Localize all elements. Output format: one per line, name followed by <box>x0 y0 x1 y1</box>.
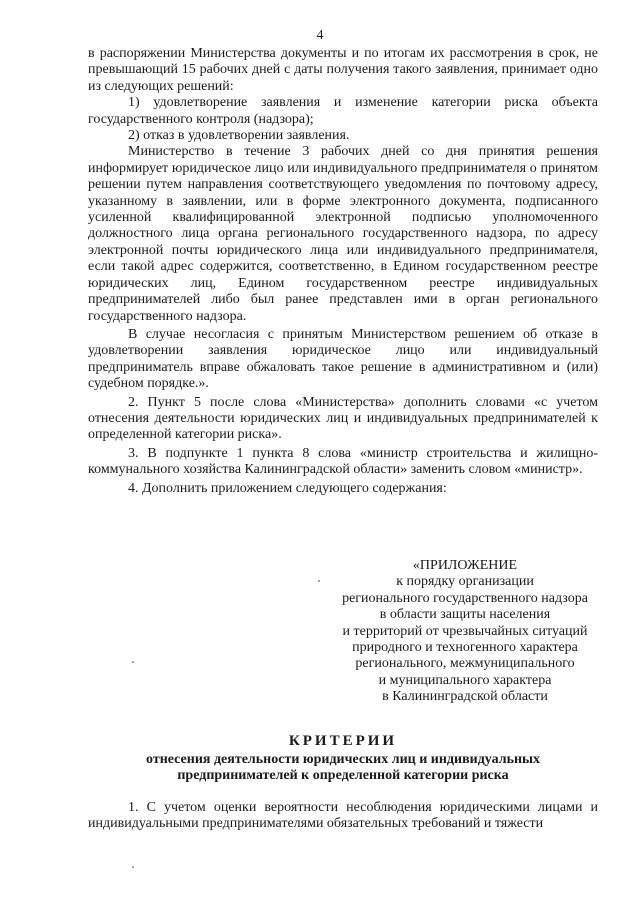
annex-line: регионального государственного надзора <box>342 590 588 606</box>
annex-line: и муниципального характера <box>378 672 552 688</box>
scan-speck <box>132 661 134 663</box>
scan-speck <box>132 866 134 868</box>
annex-line: и территорий от чрезвычайных ситуаций <box>342 623 588 639</box>
criteria-paragraph-1: 1. С учетом оценки вероятности несоблюдения юридическими лицами и индивидуальными предпринимателями обязательных требований и тяжести <box>88 800 598 832</box>
amendment-item-3: 3. В подпункте 1 пункта 8 слова «министр строительства и жилищно-коммунального хозяйства Калининградской области» заменить словом «министр». <box>88 445 598 478</box>
paragraph-1: в распоряжении Министерства документы и по итогам их рассмотрения в срок, не превышающий 15 рабочих дней с даты получения такого заявления, принимает одно из следующих решений: <box>88 46 598 94</box>
paragraph-appeal: В случае несогласия с принятым Министерством решением об отказе в удовлетворении заявления юридическое лицо или индивидуальный предприниматель вправе обжаловать такое решение в административном и (или) судебном порядке.». <box>88 326 598 392</box>
paragraph-notification: Министерство в течение 3 рабочих дней со дня принятия решения информирует юридическое лицо или индивидуального предпринимателя о принятом решении путем направления соответствующего уведомления по почтовому адресу, указанному в заявлении, или в форме электронного документа, подписанного усиленной квалифицированной электронной подписью уполномоченного должностного лица органа регионального государственного надзора, по адресу электронной почты юридического лица или индивидуального предпринимателя, если такой адрес содержится, соответственно, в Едином государственном реестре юридических лиц, Едином государственном реестре индивидуальных предпринимателей либо был ранее представлен ими в орган регионального государственного надзора. <box>88 144 598 324</box>
annex-line: природного и техногенного характера <box>352 640 578 656</box>
amendment-item-2: 2. Пункт 5 после слова «Министерства» дополнить словами «с учетом отнесения деятельности юридических лиц и индивидуальных предпринимателей к определенной категории риска». <box>88 394 598 443</box>
annex-line: к порядку организации <box>396 574 534 590</box>
criteria-title: КРИТЕРИИ <box>288 733 398 749</box>
criteria-subtitle-line: отнесения деятельности юридических лиц и индивидуальных <box>146 752 540 767</box>
page-number: 4 <box>316 28 324 43</box>
criteria-subtitle <box>88 752 598 785</box>
annex-heading: «ПРИЛОЖЕНИЕ <box>412 558 518 573</box>
document-body <box>88 46 598 497</box>
annex-line: в Калининградской области <box>382 689 548 705</box>
scan-speck <box>318 580 320 582</box>
annex-line: регионального, межмуниципального <box>355 656 575 672</box>
annex-header <box>330 558 600 706</box>
criteria-body <box>88 800 598 833</box>
annex-line: в области защиты населения <box>379 607 551 623</box>
criteria-subtitle-line: предпринимателей к определенной категории риска <box>177 768 509 784</box>
decision-option-2: 2) отказ в удовлетворении заявления. <box>128 128 350 144</box>
decision-option-1: 1) удовлетворение заявления и изменение категории риска объекта государственного контроля (надзора); <box>88 95 598 127</box>
amendment-item-4: 4. Дополнить приложением следующего содержания: <box>128 480 447 496</box>
